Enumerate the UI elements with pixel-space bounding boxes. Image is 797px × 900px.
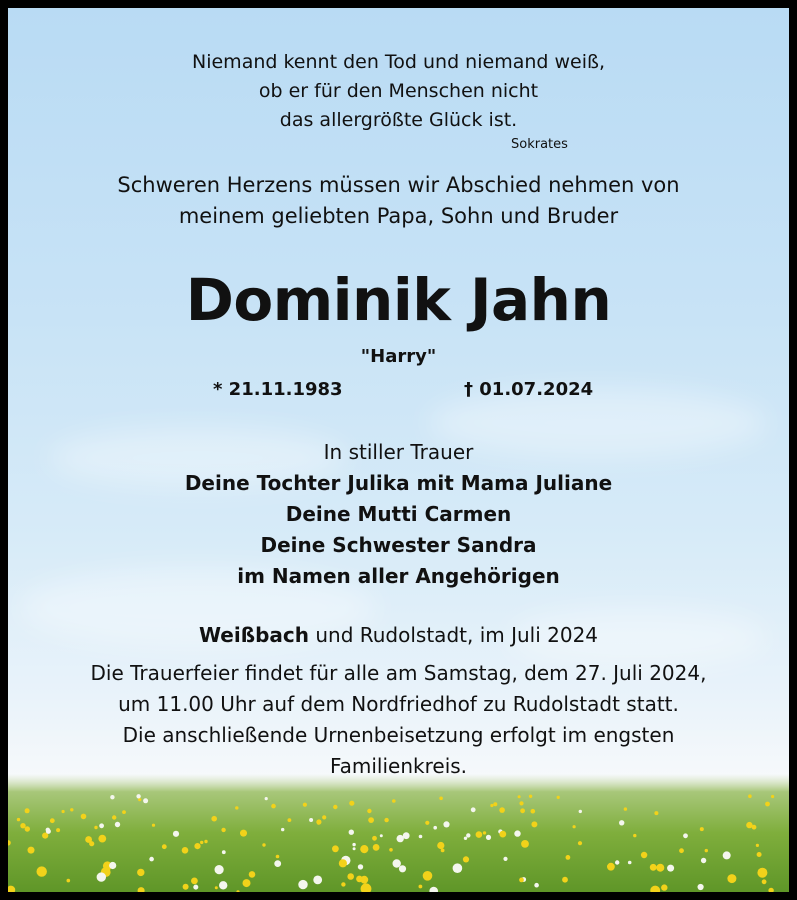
flower — [17, 818, 20, 821]
flower — [339, 859, 347, 867]
death-date: † 01.07.2024 — [464, 379, 594, 400]
flower — [262, 843, 265, 846]
flower — [85, 836, 92, 843]
flower — [303, 803, 307, 807]
flower — [393, 859, 401, 867]
flower — [667, 865, 674, 872]
flower — [332, 845, 339, 852]
flower — [182, 847, 189, 854]
flower — [503, 857, 507, 861]
flower — [397, 835, 404, 842]
flower — [316, 819, 321, 824]
flower — [419, 885, 423, 889]
intro-line-1: Schweren Herzens müssen wir Abschied nehmen von — [117, 173, 680, 197]
flower — [271, 804, 276, 809]
flower — [441, 849, 445, 853]
flower — [661, 884, 667, 890]
flower — [757, 852, 762, 857]
flower — [110, 795, 114, 799]
flower — [281, 828, 284, 831]
flower — [240, 830, 247, 837]
flower — [531, 809, 536, 814]
flower — [650, 864, 657, 871]
flower — [433, 826, 437, 830]
flower — [566, 855, 571, 860]
flower — [384, 818, 388, 822]
flower — [439, 797, 443, 801]
flower — [519, 878, 524, 883]
flower — [265, 797, 268, 800]
flower — [531, 821, 537, 827]
flower — [615, 860, 619, 864]
flower — [700, 827, 704, 831]
flower — [493, 802, 497, 806]
flower — [94, 826, 97, 829]
flower — [143, 798, 148, 803]
quote-line-2: ob er für den Menschen nicht — [258, 80, 539, 102]
flower — [81, 814, 87, 820]
flower — [463, 856, 469, 862]
mourner-line: Deine Mutti Carmen — [285, 502, 512, 526]
flower — [219, 881, 227, 889]
deceased-nickname: "Harry" — [360, 346, 437, 367]
flower — [353, 847, 356, 850]
flower — [746, 822, 752, 828]
flower — [392, 799, 396, 803]
flower — [20, 823, 25, 828]
flower — [437, 842, 444, 849]
flower — [499, 831, 506, 838]
flower — [358, 864, 363, 869]
flower — [701, 858, 706, 863]
flower — [249, 871, 256, 878]
flower — [62, 810, 65, 813]
flower — [46, 828, 50, 832]
flower — [483, 831, 486, 834]
flower — [757, 868, 767, 878]
flower — [309, 818, 313, 822]
flower — [67, 879, 71, 883]
flower — [222, 850, 226, 854]
flower — [389, 848, 393, 852]
flower — [70, 808, 73, 811]
flower — [200, 841, 203, 844]
flower — [372, 836, 377, 841]
flower — [25, 826, 30, 831]
flower — [464, 837, 467, 840]
ceremony-line: Die anschließende Urnenbeisetzung erfolgt im engsten — [122, 723, 675, 747]
flower — [115, 822, 120, 827]
ceremony-line: um 11.00 Uhr auf dem Nordfriedhof zu Rudolstadt statt. — [118, 692, 679, 716]
flower — [557, 796, 560, 799]
flower — [607, 863, 615, 871]
flower — [756, 844, 759, 847]
flower — [490, 804, 493, 807]
flower — [654, 811, 658, 815]
flower — [579, 810, 582, 813]
flower — [529, 795, 532, 798]
flower — [191, 878, 198, 885]
flower — [136, 794, 140, 798]
flower — [109, 862, 116, 869]
flower — [28, 847, 35, 854]
flower — [221, 828, 225, 832]
flower — [399, 865, 406, 872]
flower — [619, 820, 624, 825]
flower — [641, 852, 647, 858]
flower — [727, 874, 736, 883]
flower — [276, 855, 280, 859]
flower — [443, 821, 449, 827]
flower — [360, 845, 368, 853]
flower — [519, 801, 523, 805]
flower — [211, 816, 217, 822]
flower — [25, 808, 30, 813]
flower — [419, 835, 423, 839]
flower — [628, 861, 632, 865]
flower — [274, 860, 281, 867]
quote-line-1: Niemand kennt den Tod und niemand weiß, — [192, 51, 605, 73]
place-rest: und Rudolstadt, im Juli 2024 — [309, 623, 599, 647]
meadow-image — [8, 774, 789, 892]
flower — [624, 807, 627, 810]
flower — [37, 866, 47, 876]
flower — [149, 857, 154, 862]
flower — [476, 831, 483, 838]
flower — [367, 809, 371, 813]
mourners-heading: In stiller Trauer — [323, 440, 474, 464]
deceased-name: Dominik Jahn — [185, 266, 612, 334]
mourner-line: im Namen aller Angehörigen — [237, 564, 560, 588]
flower — [152, 824, 155, 827]
flower — [765, 802, 770, 807]
flower — [748, 794, 752, 798]
flower — [520, 808, 525, 813]
flower — [243, 879, 251, 887]
flower — [122, 810, 126, 814]
ceremony-line: Die Trauerfeier findet für alle am Samstag, dem 27. Juli 2024, — [90, 661, 707, 685]
ceremony-line: Familienkreis. — [329, 754, 468, 778]
flower — [352, 843, 355, 846]
flower — [679, 848, 684, 853]
quote-author: Sokrates — [511, 137, 568, 152]
flower — [425, 821, 429, 825]
flower — [423, 871, 433, 881]
flower — [521, 840, 529, 848]
flower — [356, 876, 363, 883]
flower — [471, 807, 476, 812]
flower — [194, 843, 200, 849]
place-date-line — [8, 623, 789, 647]
flower — [193, 885, 198, 890]
flower — [204, 840, 207, 843]
flower — [373, 844, 380, 851]
flower — [633, 834, 636, 837]
flower — [403, 832, 410, 839]
flower — [173, 831, 179, 837]
flower — [215, 865, 224, 874]
flower — [683, 833, 688, 838]
place-town: Weißbach — [198, 623, 309, 647]
mourner-line: Deine Schwester Sandra — [260, 533, 537, 557]
flower — [97, 872, 106, 881]
birth-date: * 21.11.1983 — [213, 379, 343, 400]
flower — [453, 863, 463, 873]
flower — [534, 883, 539, 888]
flower — [349, 830, 354, 835]
flower — [368, 817, 374, 823]
flower — [322, 815, 326, 819]
flower — [656, 864, 664, 872]
flower — [771, 795, 774, 798]
flower — [762, 879, 767, 884]
flower — [99, 823, 104, 828]
flower — [562, 877, 568, 883]
flower — [298, 880, 307, 889]
flower — [499, 807, 505, 813]
flower — [333, 805, 337, 809]
flower — [573, 825, 576, 828]
flower — [698, 884, 704, 890]
flower — [514, 830, 520, 836]
flower — [723, 851, 731, 859]
flower — [486, 835, 491, 840]
flower — [518, 795, 521, 798]
flower — [380, 834, 383, 837]
flower — [705, 849, 708, 852]
quote-line-3: das allergrößte Glück ist. — [279, 109, 518, 131]
flower — [50, 818, 55, 823]
mourner-line: Deine Tochter Julika mit Mama Juliane — [184, 471, 613, 495]
flower — [313, 876, 322, 885]
flower — [235, 806, 238, 809]
flower — [349, 801, 354, 806]
flower — [288, 818, 292, 822]
flower — [341, 882, 345, 886]
flower — [466, 833, 470, 837]
flower — [162, 844, 167, 849]
flower — [347, 873, 354, 880]
flower — [98, 835, 106, 843]
flower — [137, 869, 144, 876]
flower — [112, 815, 116, 819]
intro-line-2: meinem geliebten Papa, Sohn und Bruder — [178, 204, 619, 228]
flower — [183, 884, 189, 890]
flower — [56, 828, 60, 832]
flower — [215, 886, 218, 889]
flower — [578, 841, 582, 845]
